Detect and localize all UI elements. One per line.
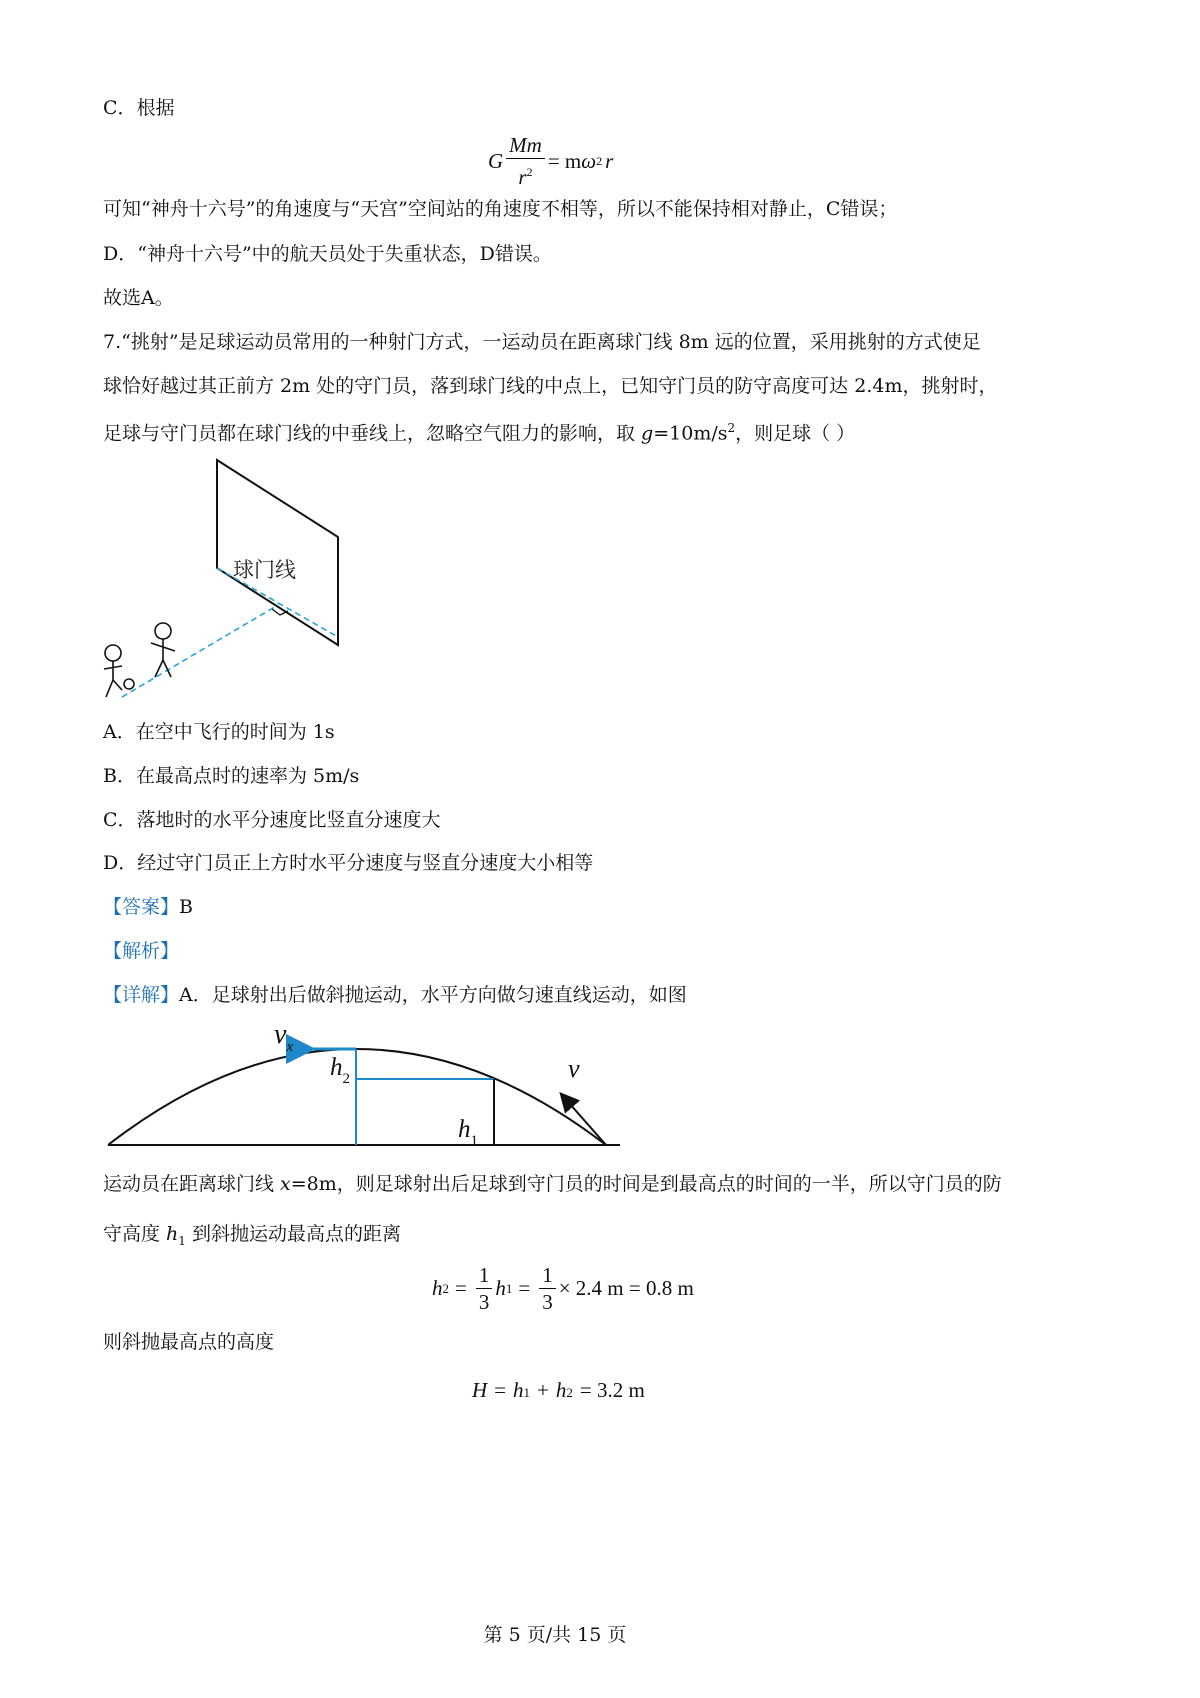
ex1-x: x [280, 1173, 291, 1195]
q3-sup: 2 [727, 421, 736, 435]
formula-rhs-pre: = m [547, 148, 582, 173]
fraction-den [515, 159, 535, 190]
ex1-post: =8m，则足球射出后足球到守门员的时间是到最高点的时间的一半，所以守门员的防 [290, 1173, 1002, 1195]
formula-omega-exp: 2 [596, 153, 603, 168]
eq1-equals-2: = [518, 1276, 531, 1300]
gravitation-formula [488, 132, 613, 190]
q3-pre: 足球与守门员都在球门线的中垂线上，忽略空气阻力的影响，取 [103, 422, 642, 445]
eq1-f2-num: 1 [539, 1262, 556, 1289]
analysis-label: 【解析】 [103, 940, 180, 962]
option-c-label: C．根据 [103, 97, 175, 119]
ex2-pre: 守高度 [103, 1223, 167, 1245]
option-d-line: D．“神舟十六号”中的航天员处于失重状态，D错误。 [103, 243, 552, 265]
detail-label: 【详解】 [103, 984, 180, 1006]
formula-r: r [605, 148, 614, 173]
page-footer: 第 5 页/共 15 页 [483, 1624, 627, 1646]
option-c-conclusion: 可知“神舟十六号”的角速度与“天宫”空间站的角速度不相等，所以不能保持相对静止，C错误； [103, 198, 898, 220]
formula-g: G [488, 148, 504, 173]
eq2-equals: = [494, 1378, 507, 1402]
question-line-3 [103, 416, 855, 445]
option-d: D．经过守门员正上方时水平分速度与竖直分速度大小相等 [103, 852, 594, 874]
formula-fraction [506, 132, 545, 190]
option-a: A．在空中飞行的时间为 1s [103, 721, 335, 743]
ex2-sub: 1 [178, 1233, 186, 1248]
eq2-plus: + [537, 1378, 549, 1402]
eq2-h1-sub: 1 [523, 1385, 531, 1400]
eq1-frac-1 [476, 1262, 493, 1315]
highest-label: 则斜抛最高点的高度 [103, 1331, 275, 1353]
equation-H [472, 1378, 645, 1403]
eq1-rest: × 2.4 m = 0.8 m [558, 1276, 694, 1300]
ball [124, 679, 134, 689]
ex2-h: h [166, 1223, 179, 1245]
detail-line [103, 983, 687, 1007]
explain-line-2 [103, 1222, 401, 1253]
den-r: r [518, 165, 527, 189]
trajectory-figure [100, 1015, 630, 1155]
h1-label: $h_1$ [458, 1116, 478, 1149]
eq2-h1: h [513, 1378, 524, 1402]
perpendicular-line [122, 605, 278, 697]
answer-label: 【答案】 [103, 896, 180, 918]
goalkeeper-figure [151, 623, 175, 677]
goal-figure [100, 455, 350, 710]
ex1-pre: 运动员在距离球门线 [103, 1173, 281, 1195]
eq1-lhs: h [432, 1276, 443, 1300]
goal-frame [217, 460, 338, 645]
option-c: C．落地时的水平分速度比竖直分速度大 [103, 809, 441, 831]
v-arrow [562, 1095, 606, 1145]
eq1-lhs-sub: 2 [442, 1280, 449, 1296]
q3-post: ，则足球（ ） [735, 422, 856, 445]
answer-line [103, 895, 193, 919]
q3-mid: =10m/s [653, 422, 728, 445]
right-angle-mark [272, 609, 288, 615]
eq1-f1-num: 1 [476, 1262, 493, 1289]
detail-text: A．足球射出后做斜抛运动，水平方向做匀速直线运动，如图 [179, 984, 687, 1006]
eq2-H: H [472, 1378, 488, 1402]
eq2-h2-sub: 2 [566, 1385, 573, 1400]
explain-line-1 [103, 1172, 1002, 1196]
eq2-rest: = 3.2 m [579, 1378, 645, 1402]
vx-label: $v_x$ [274, 1019, 294, 1055]
goal-line-label: 球门线 [233, 559, 296, 582]
eq1-f2-den: 3 [542, 1290, 553, 1314]
question-line-2: 球恰好越过其正前方 2m 处的守门员，落到球门线的中点上，已知守门员的防守高度可达 2.4m，挑射时， [103, 375, 998, 397]
equation-h2 [432, 1262, 694, 1315]
h2-label: $h_2$ [330, 1054, 350, 1087]
question-line-1: 7.“挑射”是足球运动员常用的一种射门方式，一运动员在距离球门线 8m 远的位置，采用挑射的方式使足 [103, 331, 981, 353]
eq1-f1-den: 3 [478, 1290, 490, 1314]
eq1-frac-2 [539, 1262, 556, 1315]
eq1-h1-sub: 1 [505, 1280, 513, 1296]
eq2-h2: h [555, 1378, 567, 1402]
option-b: B．在最高点时的速率为 5m/s [103, 765, 360, 787]
v-label: v [568, 1054, 580, 1083]
formula-omega: ω [581, 148, 597, 173]
fraction-num: Mm [506, 132, 545, 159]
q3-g: g [641, 422, 654, 445]
den-exp: 2 [526, 165, 533, 179]
ex2-post: 到斜抛运动最高点的距离 [185, 1223, 401, 1245]
eq1-h1: h [495, 1276, 506, 1300]
choose-line: 故选A。 [103, 287, 174, 309]
answer-value: B [179, 896, 193, 918]
eq1-equals: = [455, 1276, 467, 1300]
player-figure [104, 645, 122, 697]
